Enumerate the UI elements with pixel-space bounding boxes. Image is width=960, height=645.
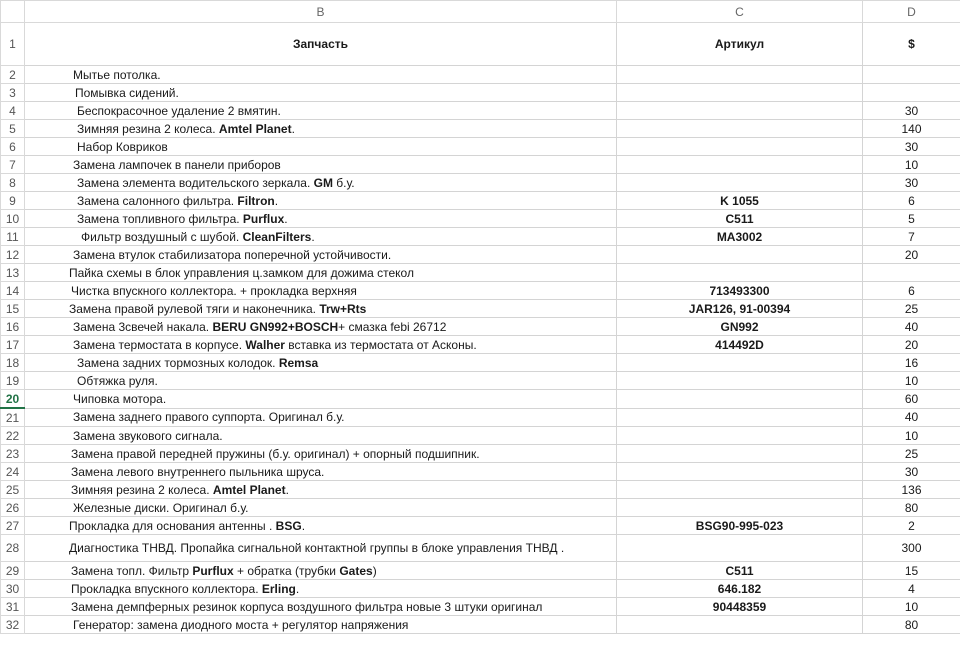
article-cell[interactable]: MA3002 bbox=[617, 228, 863, 246]
row-number[interactable]: 31 bbox=[1, 598, 25, 616]
part-text: Замена топливного фильтра. bbox=[77, 211, 243, 226]
table-row bbox=[1, 138, 960, 156]
article-cell[interactable] bbox=[617, 84, 863, 102]
table-row bbox=[1, 228, 960, 246]
part-text: Зимняя резина 2 колеса. bbox=[77, 121, 219, 136]
article-cell[interactable] bbox=[617, 138, 863, 156]
article-cell[interactable]: C511 bbox=[617, 562, 863, 580]
price-cell[interactable]: 6 bbox=[863, 282, 960, 300]
price-cell[interactable]: 60 bbox=[863, 390, 960, 409]
part-cell[interactable] bbox=[25, 499, 617, 517]
row-number[interactable]: 9 bbox=[1, 192, 25, 210]
part-text: Прокладка впускного коллектора. bbox=[71, 581, 262, 596]
row-number[interactable]: 8 bbox=[1, 174, 25, 192]
row-number[interactable]: 19 bbox=[1, 372, 25, 390]
row-number[interactable]: 18 bbox=[1, 354, 25, 372]
price-cell[interactable]: 20 bbox=[863, 246, 960, 264]
brand-text: Remsa bbox=[278, 355, 319, 370]
table-row bbox=[1, 463, 960, 481]
price-cell[interactable]: 136 bbox=[863, 481, 960, 499]
table-row bbox=[1, 282, 960, 300]
table-row bbox=[1, 427, 960, 445]
price-cell[interactable]: 300 bbox=[863, 535, 960, 562]
price-cell[interactable] bbox=[863, 84, 960, 102]
row-number[interactable]: 7 bbox=[1, 156, 25, 174]
part-text: Чистка впускного коллектора. + прокладка верхняя bbox=[71, 283, 357, 298]
brand-text: Purflux bbox=[192, 563, 234, 578]
row-number[interactable]: 27 bbox=[1, 517, 25, 535]
article-cell[interactable]: JAR126, 91-00394 bbox=[617, 300, 863, 318]
table-row bbox=[1, 580, 960, 598]
row-number[interactable]: 17 bbox=[1, 336, 25, 354]
part-text: Мытье потолка. bbox=[73, 67, 161, 82]
part-cell[interactable] bbox=[25, 390, 617, 409]
row-number[interactable]: 14 bbox=[1, 282, 25, 300]
column-header-b[interactable]: B bbox=[25, 1, 617, 23]
row-number[interactable]: 28 bbox=[1, 535, 25, 562]
part-text-suffix: . bbox=[301, 518, 306, 533]
row-number[interactable]: 30 bbox=[1, 580, 25, 598]
row-number[interactable]: 25 bbox=[1, 481, 25, 499]
price-cell[interactable]: 10 bbox=[863, 598, 960, 616]
article-cell[interactable] bbox=[617, 481, 863, 499]
part-text-suffix: . bbox=[274, 193, 279, 208]
part-cell[interactable] bbox=[25, 598, 617, 616]
part-text: Замена лампочек в панели приборов bbox=[73, 157, 281, 172]
brand-text: Walher bbox=[245, 337, 285, 352]
row-number[interactable]: 3 bbox=[1, 84, 25, 102]
part-text: Железные диски. Оригинал б.у. bbox=[73, 500, 249, 515]
price-cell[interactable]: 140 bbox=[863, 120, 960, 138]
part-cell[interactable] bbox=[25, 246, 617, 264]
part-cell[interactable] bbox=[25, 408, 617, 427]
table-row bbox=[1, 210, 960, 228]
brand-text-2: Gates bbox=[339, 563, 373, 578]
row-number[interactable]: 12 bbox=[1, 246, 25, 264]
article-cell[interactable] bbox=[617, 66, 863, 84]
price-cell[interactable]: 80 bbox=[863, 499, 960, 517]
article-cell[interactable] bbox=[617, 372, 863, 390]
price-cell[interactable]: 40 bbox=[863, 408, 960, 427]
part-text: Набор Ковриков bbox=[77, 139, 168, 154]
part-cell[interactable] bbox=[25, 427, 617, 445]
row-number[interactable]: 10 bbox=[1, 210, 25, 228]
article-cell[interactable] bbox=[617, 156, 863, 174]
column-header-row bbox=[1, 1, 960, 23]
article-cell[interactable] bbox=[617, 408, 863, 427]
table-row bbox=[1, 156, 960, 174]
article-cell[interactable] bbox=[617, 354, 863, 372]
row-number[interactable]: 15 bbox=[1, 300, 25, 318]
price-cell[interactable]: 6 bbox=[863, 192, 960, 210]
part-cell[interactable] bbox=[25, 174, 617, 192]
part-cell[interactable] bbox=[25, 264, 617, 282]
part-cell[interactable] bbox=[25, 228, 617, 246]
row-number[interactable]: 13 bbox=[1, 264, 25, 282]
table-row bbox=[1, 499, 960, 517]
part-text: Замена топл. Фильтр bbox=[71, 563, 193, 578]
part-text-suffix: + смазка febi 26712 bbox=[338, 319, 447, 334]
row-number[interactable]: 29 bbox=[1, 562, 25, 580]
table-row bbox=[1, 264, 960, 282]
table-header-row bbox=[1, 23, 960, 66]
table-row bbox=[1, 445, 960, 463]
brand-text: Filtron bbox=[237, 193, 275, 208]
part-cell[interactable] bbox=[25, 372, 617, 390]
part-text: Замена втулок стабилизатора поперечной устойчивости. bbox=[73, 247, 392, 262]
part-text: Прокладка для основания антенны . bbox=[69, 518, 276, 533]
table-row bbox=[1, 598, 960, 616]
part-text: Диагностика ТНВД. Пропайка сигнальной контактной группы в блоке управления ТНВД . bbox=[69, 541, 565, 555]
article-cell[interactable] bbox=[617, 120, 863, 138]
part-text-suffix-2: ) bbox=[372, 563, 377, 578]
row-number[interactable]: 26 bbox=[1, 499, 25, 517]
part-text: Беспокрасочное удаление 2 вмятин. bbox=[77, 103, 281, 118]
column-header-d[interactable]: D bbox=[863, 1, 960, 23]
part-text: Замена демпферных резинок корпуса воздушного фильтра новые 3 штуки оригинал bbox=[71, 599, 543, 614]
article-cell[interactable] bbox=[617, 616, 863, 634]
price-cell[interactable]: 15 bbox=[863, 562, 960, 580]
part-text-suffix: . bbox=[291, 121, 295, 136]
part-cell[interactable] bbox=[25, 580, 617, 598]
row-number[interactable]: 21 bbox=[1, 408, 25, 427]
article-cell[interactable] bbox=[617, 463, 863, 481]
part-text: Замена правой рулевой тяги и наконечника. bbox=[69, 301, 320, 316]
part-cell[interactable] bbox=[25, 102, 617, 120]
article-cell[interactable] bbox=[617, 102, 863, 120]
brand-text: Erling bbox=[261, 581, 296, 596]
article-cell[interactable]: 646.182 bbox=[617, 580, 863, 598]
part-cell[interactable] bbox=[25, 156, 617, 174]
brand-text: Amtel Planet bbox=[212, 482, 286, 497]
article-cell[interactable] bbox=[617, 390, 863, 409]
article-cell[interactable]: BSG90-995-023 bbox=[617, 517, 863, 535]
row-number[interactable]: 11 bbox=[1, 228, 25, 246]
part-cell[interactable] bbox=[25, 210, 617, 228]
article-cell[interactable] bbox=[617, 264, 863, 282]
part-text: Замена задних тормозных колодок. bbox=[77, 355, 279, 370]
price-cell[interactable]: 40 bbox=[863, 318, 960, 336]
table-row bbox=[1, 616, 960, 634]
article-cell[interactable]: 414492D bbox=[617, 336, 863, 354]
part-text: Замена заднего правого суппорта. Оригинал б.у. bbox=[73, 410, 345, 425]
part-cell[interactable] bbox=[25, 445, 617, 463]
price-cell[interactable]: 5 bbox=[863, 210, 960, 228]
table-row bbox=[1, 318, 960, 336]
part-cell[interactable] bbox=[25, 66, 617, 84]
part-text: Замена элемента водительского зеркала. bbox=[77, 175, 314, 190]
brand-text: BSG bbox=[275, 518, 302, 533]
price-cell[interactable]: 30 bbox=[863, 174, 960, 192]
table-row bbox=[1, 535, 960, 562]
header-cell-price[interactable]: $ bbox=[863, 23, 960, 66]
header-cell-article[interactable]: Артикул bbox=[617, 23, 863, 66]
table-row bbox=[1, 120, 960, 138]
article-cell[interactable] bbox=[617, 246, 863, 264]
part-text: Фильтр воздушный с шубой. bbox=[81, 229, 243, 244]
part-cell[interactable] bbox=[25, 138, 617, 156]
part-text-suffix: . bbox=[311, 229, 315, 244]
table-row bbox=[1, 481, 960, 499]
part-cell[interactable] bbox=[25, 84, 617, 102]
row-number[interactable]: 2 bbox=[1, 66, 25, 84]
part-cell[interactable] bbox=[25, 120, 617, 138]
price-cell[interactable]: 7 bbox=[863, 228, 960, 246]
part-cell[interactable] bbox=[25, 354, 617, 372]
table-row bbox=[1, 372, 960, 390]
table-row bbox=[1, 192, 960, 210]
part-text-suffix: . bbox=[295, 581, 300, 596]
table-row bbox=[1, 84, 960, 102]
part-cell[interactable] bbox=[25, 535, 617, 562]
article-cell[interactable]: C511 bbox=[617, 210, 863, 228]
price-cell[interactable] bbox=[863, 66, 960, 84]
part-text-suffix: б.у. bbox=[332, 175, 355, 190]
part-text-suffix: . bbox=[284, 211, 288, 226]
article-cell[interactable]: 713493300 bbox=[617, 282, 863, 300]
brand-text: Trw+Rts bbox=[319, 301, 367, 316]
row-number[interactable]: 22 bbox=[1, 427, 25, 445]
row-number[interactable]: 5 bbox=[1, 120, 25, 138]
part-text: Замена 3свечей накала. bbox=[73, 319, 213, 334]
part-cell[interactable] bbox=[25, 463, 617, 481]
article-cell[interactable]: GN992 bbox=[617, 318, 863, 336]
part-text: Замена левого внутреннего пыльника шруса. bbox=[71, 464, 325, 479]
price-cell[interactable]: 4 bbox=[863, 580, 960, 598]
row-number[interactable]: 23 bbox=[1, 445, 25, 463]
row-number[interactable]: 20 bbox=[1, 390, 25, 409]
column-header-c[interactable]: C bbox=[617, 1, 863, 23]
part-cell[interactable] bbox=[25, 318, 617, 336]
part-text: Зимняя резина 2 колеса. bbox=[71, 482, 213, 497]
table-row bbox=[1, 66, 960, 84]
article-cell[interactable] bbox=[617, 174, 863, 192]
brand-text: Purflux bbox=[242, 211, 285, 226]
table-row bbox=[1, 300, 960, 318]
row-number[interactable]: 6 bbox=[1, 138, 25, 156]
article-cell[interactable] bbox=[617, 445, 863, 463]
price-cell[interactable]: 10 bbox=[863, 156, 960, 174]
part-text: Замена термостата в корпусе. bbox=[73, 337, 246, 352]
header-cell-part[interactable]: Запчасть bbox=[25, 23, 617, 66]
price-cell[interactable]: 20 bbox=[863, 336, 960, 354]
part-text-suffix: . bbox=[285, 482, 289, 497]
article-cell[interactable] bbox=[617, 535, 863, 562]
part-text-suffix: вставка из термостата от Асконы. bbox=[284, 337, 477, 352]
table-row bbox=[1, 174, 960, 192]
table-row bbox=[1, 408, 960, 427]
part-text: Генератор: замена диодного моста + регулятор напряжения bbox=[73, 617, 409, 632]
price-cell[interactable]: 80 bbox=[863, 616, 960, 634]
price-cell[interactable]: 10 bbox=[863, 372, 960, 390]
row-number[interactable]: 24 bbox=[1, 463, 25, 481]
table-row bbox=[1, 562, 960, 580]
brand-text: CleanFilters bbox=[242, 229, 312, 244]
part-text: Помывка сидений. bbox=[75, 85, 179, 100]
part-text: Замена салонного фильтра. bbox=[77, 193, 238, 208]
row-number[interactable]: 32 bbox=[1, 616, 25, 634]
price-cell[interactable]: 2 bbox=[863, 517, 960, 535]
price-cell[interactable]: 25 bbox=[863, 445, 960, 463]
article-cell[interactable] bbox=[617, 427, 863, 445]
article-cell[interactable]: 90448359 bbox=[617, 598, 863, 616]
table-row bbox=[1, 390, 960, 409]
row-number[interactable]: 4 bbox=[1, 102, 25, 120]
part-text: Замена звукового сигнала. bbox=[73, 428, 223, 443]
part-text: Обтяжка руля. bbox=[77, 373, 158, 388]
part-text-suffix: + обратка (трубки bbox=[233, 563, 340, 578]
part-cell[interactable] bbox=[25, 481, 617, 499]
table-row bbox=[1, 517, 960, 535]
price-cell[interactable]: 30 bbox=[863, 102, 960, 120]
row-number[interactable]: 1 bbox=[1, 23, 25, 66]
part-text: Чиповка мотора. bbox=[73, 391, 167, 406]
select-all-corner[interactable] bbox=[1, 1, 25, 23]
table-row bbox=[1, 336, 960, 354]
article-cell[interactable]: K 1055 bbox=[617, 192, 863, 210]
row-number[interactable]: 16 bbox=[1, 318, 25, 336]
article-cell[interactable] bbox=[617, 499, 863, 517]
table-row bbox=[1, 246, 960, 264]
part-text: Пайка схемы в блок управления ц.замком для дожима стекол bbox=[69, 265, 414, 280]
table-row bbox=[1, 354, 960, 372]
price-cell[interactable]: 10 bbox=[863, 427, 960, 445]
price-cell[interactable] bbox=[863, 264, 960, 282]
part-text: Замена правой передней пружины (б.у. оригинал) + опорный подшипник. bbox=[71, 446, 480, 461]
part-cell[interactable] bbox=[25, 562, 617, 580]
price-cell[interactable]: 25 bbox=[863, 300, 960, 318]
part-cell[interactable] bbox=[25, 300, 617, 318]
part-cell[interactable] bbox=[25, 517, 617, 535]
part-cell[interactable] bbox=[25, 616, 617, 634]
price-cell[interactable]: 16 bbox=[863, 354, 960, 372]
price-cell[interactable]: 30 bbox=[863, 463, 960, 481]
brand-text: BERU GN992+BOSCH bbox=[212, 319, 339, 334]
part-cell[interactable] bbox=[25, 282, 617, 300]
part-cell[interactable] bbox=[25, 336, 617, 354]
part-cell[interactable] bbox=[25, 192, 617, 210]
table-row bbox=[1, 102, 960, 120]
brand-text: GM bbox=[313, 175, 333, 190]
price-cell[interactable]: 30 bbox=[863, 138, 960, 156]
brand-text: Amtel Planet bbox=[218, 121, 292, 136]
